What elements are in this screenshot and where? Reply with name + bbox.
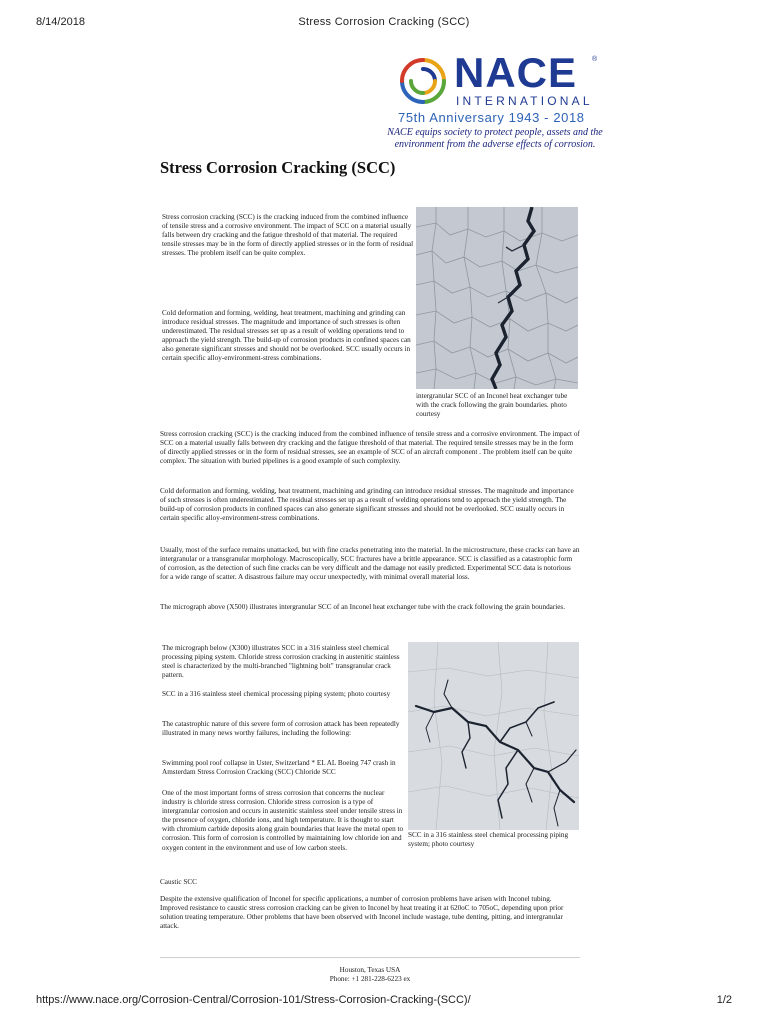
paragraph-micrograph-above: The micrograph above (X500) illustrates intergranular SCC of an Inconel heat exchanger tube with the crack following the grain boundaries. [160, 603, 566, 611]
micrograph-intergranular-scc [416, 207, 578, 389]
logo-swirl-icon [396, 54, 450, 108]
paragraph-failure-examples: Swimming pool roof collapse in Uster, Switzerland * EL AL Boeing 747 crash in Amsterdam Stress Corrosion Cracking (SCC) Chloride SCC [162, 759, 396, 777]
section-heading-caustic-scc: Caustic SCC [160, 878, 197, 886]
nace-logo[interactable] [396, 49, 602, 126]
page-title: Stress Corrosion Cracking (SCC) [160, 158, 396, 177]
contact-address [160, 966, 580, 983]
logo-word: NACE [454, 49, 578, 96]
logo-anniversary: 75th Anniversary 1943 - 2018 [398, 110, 585, 125]
paragraph-residual-stress: Cold deformation and forming, welding, heat treatment, machining and grinding can introduce residual stresses. The magnitude and importance of such stresses is often underestimated. The residual stresses set up as a result of welding operations tend to approach the yield strength. The build-up of corrosion products in confined spaces can also generate significant stresses and should not be overlooked. SCC usually occurs in certain specific alloy-environment-stress combinations. [162, 309, 411, 363]
logo-registered-mark: ® [592, 56, 598, 63]
paragraph-cold-deformation: Cold deformation and forming, welding, heat treatment, machining and grinding can introduce residual stresses. The magnitude and importance of such stresses is often underestimated. The residual stresses set up as a result of welding operations tend to approach the yield strength. The build-up of corrosion products in confined spaces can also generate significant stresses and should not be overlooked. SCC usually occurs in certain specific alloy-environment-stress combinations. [160, 487, 574, 523]
logo-subtitle: INTERNATIONAL [456, 94, 593, 108]
print-title: Stress Corrosion Cracking (SCC) [298, 16, 470, 28]
page-url[interactable]: https://www.nace.org/Corrosion-Central/Corrosion-101/Stress-Corrosion-Cracking-(SCC)/ [36, 994, 471, 1006]
footer-divider [160, 957, 580, 958]
print-footer [36, 994, 732, 1008]
address-phone[interactable]: Phone: +1 281-228-6223 ex [329, 974, 411, 983]
paragraph-inconel: Despite the extensive qualification of Inconel for specific applications, a number of corrosion problems have arisen with Inconel tubing. Improved resistance to caustic stress corrosion cracking can be given to Inconel by heat treating it at 620oC to 705oC, depending upon prior solution treating temperature. Other problems that have been observed with Inconel include wastage, tube denting, pitting, and intergranular attack. [160, 895, 564, 931]
tagline: NACE equips society to protect people, assets and the environment from the adverse effects of corrosion. [387, 127, 603, 150]
address-city: Houston, Texas USA [339, 966, 401, 974]
print-date: 8/14/2018 [36, 16, 85, 28]
photo-caption-intergranular: intergranular SCC of an Inconel heat exchanger tube with the crack following the grain boundaries. photo courtesy [416, 392, 568, 419]
paragraph-catastrophic: The catastrophic nature of this severe form of corrosion attack has been repeatedly illustrated in many news worthy failures, including the following: [162, 720, 400, 738]
photo-caption-316-stainless: SCC in a 316 stainless steel chemical processing piping system; photo courtesy [408, 831, 569, 849]
print-header [36, 16, 732, 30]
micrograph-316-stainless-scc [408, 642, 579, 830]
paragraph-micrograph-below: The micrograph below (X300) illustrates SCC in a 316 stainless steel chemical processing piping system. Chloride stress corrosion cracking in austenitic stainless steel is characterized by the multi-branched "lightning bolt" transgranular crack pattern. [162, 644, 400, 680]
paragraph-chloride-scc: One of the most important forms of stress corrosion that concerns the nuclear industry is chloride stress corrosion. Chloride stress corrosion is a type of intergranular corrosion and occurs in austenitic stainless steel under tensile stress in the presence of oxygen, chloride ions, and high temperature. It is thought to start with chromium carbide deposits along grain boundaries that leave the metal open to corrosion. This form of corrosion is controlled by maintaining low chloride ion and oxygen content in the environment and use of low carbon steels. [162, 789, 404, 852]
paragraph-intro: Stress corrosion cracking (SCC) is the cracking induced from the combined influence of tensile stress and a corrosive environment. The impact of SCC on a material usually falls between dry cracking and the fatigue threshold of that material. The required tensile stresses may be in the form of directly applied stresses or in the form of residual stresses. The problem itself can be quite complex. [162, 213, 414, 258]
paragraph-surface-cracks: Usually, most of the surface remains unattacked, but with fine cracks penetrating into the material. In the microstructure, these cracks can have an intergranular or a transgranular morphology. Macroscopically, SCC fractures have a brittle appearance. SCC is classified as a catastrophic form of corrosion, as the detection of such fine cracks can be very difficult and the damage not easily predicted. Experimental SCC data is notorious for a wide range of scatter. A disastrous failure may occur unexpectedly, with minimal overall material loss. [160, 546, 580, 582]
paragraph-photo-credit: SCC in a 316 stainless steel chemical processing piping system; photo courtesy [162, 690, 391, 698]
paragraph-scc-definition: Stress corrosion cracking (SCC) is the cracking induced from the combined influence of tensile stress and a corrosive environment. The impact of SCC on a material usually falls between dry cracking and the fatigue threshold of that material. The required tensile stresses may be in the form of directly applied stresses or in the form of residual stresses, see an example of SCC of an aircraft component . The problem itself can be quite complex. The situation with buried pipelines is a good example of such complexity. [160, 430, 580, 466]
page-number: 1/2 [716, 994, 732, 1006]
